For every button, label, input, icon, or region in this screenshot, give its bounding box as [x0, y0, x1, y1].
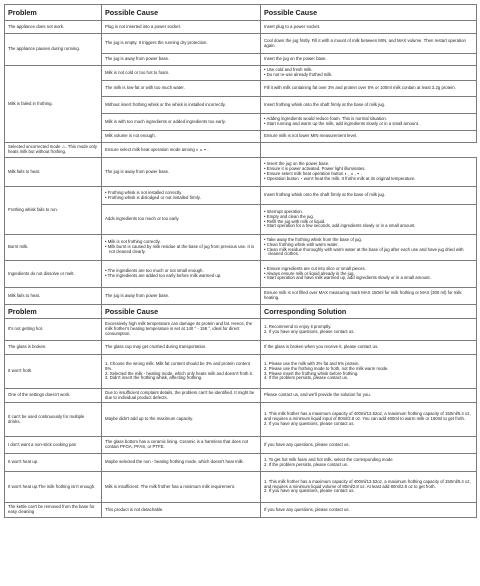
numbered-item: 4. If the problem persists, please contact us.: [264, 375, 349, 381]
solution-cell: If you have any questions, please contact us.: [261, 437, 477, 454]
numbered-item: 2. If the problem persists, please contact us.: [264, 461, 349, 467]
numbered-item: 3. Please insert the frothing whisk before frothing.: [264, 370, 359, 376]
solution-cell: Fill it with milk containing fat over 3% and protein over 5% or 100ml milk contain at least 3.2g protein.: [261, 81, 477, 97]
numbered-item: 1. Recommend to enjoy it promptly.: [264, 323, 332, 329]
solution-cell: Insert plug to a power socket.: [261, 21, 477, 34]
troubleshooting-table: [4, 4, 477, 518]
bullet-item: • Frothing whisk is not installed correctly.: [105, 191, 257, 196]
cause-cell: The milk is low-fat or with too much water.: [102, 81, 261, 97]
cause-cell: This product is not detachable.: [102, 503, 261, 518]
solution-cell: [261, 454, 477, 472]
table-row: [5, 341, 477, 355]
problem-cell: It won't froth.: [5, 355, 102, 389]
solution-cell: Insert frothing whisk onto the shaft firmly at the base of milk jug.: [261, 187, 477, 205]
cause-cell: The jug is away from power base.: [102, 288, 261, 305]
solution-cell: Ensure milk is not filled over MAX measuring mark MAX 150ml for milk frothing or MAX (300 ml) for milk heating.: [261, 288, 477, 305]
table-row: [5, 437, 477, 454]
table-row: [5, 389, 477, 403]
numbered-item: 1. To get hot milk foam and hot milk, select the corresponding mode: [264, 456, 393, 462]
numbered-item: 2. If you have any questions, please contact us.: [264, 328, 355, 334]
bullet-item: • Refill the jug with milk or liquid.: [264, 220, 473, 225]
bullet-item: • Ensure it is power activated. Power light illuminates.: [264, 167, 473, 172]
bullet-item: • Frothing whisk is dislodged or not installed firmly.: [105, 196, 257, 201]
cause-cell: [102, 355, 261, 389]
cause-cell: Plug is not inserted into a power socket.: [102, 21, 261, 34]
bullet-item: • Operation button ◔ won't heat the milk. It froths milk at its original temperature.: [264, 177, 473, 182]
bullet-item: • Insert the jug on the power base.: [264, 162, 473, 167]
solution-cell: If the glass is broken when you receive it, please contact us.: [261, 341, 477, 355]
bullet-item: • Take away the frothing whisk from the base of jug.: [264, 238, 473, 243]
bullet-item: • Ensure ingredients are cut into slice or small pieces.: [264, 267, 473, 272]
table-row: [5, 355, 477, 389]
solution-cell: [261, 235, 477, 261]
bullet-item: • Always ensure milk or liquid already in the jug.: [264, 272, 473, 277]
problem-cell: One of the settings doesn't work.: [5, 389, 102, 403]
bullet-item: • Do not re-use already frothed milk.: [264, 73, 473, 78]
cause-cell: Due to insufficient complaint details, the problem can't be identified. It might be due to individual product defects.: [102, 389, 261, 403]
solution-cell: Insert the jug on the power base.: [261, 54, 477, 66]
numbered-item: 1. This milk frother has a maximum capacity of 400ml/13.52oz, a maximum frothing capacity of 150ml/5.4 oz, and requires a minimum liquid volume of 80ml/2.8 oz. At least add 80ml/2.8 oz to get froth.: [264, 478, 471, 489]
bullet-item: • Empty and clean the jug.: [264, 215, 473, 220]
cause-cell: The jug is away from power base.: [102, 54, 261, 66]
solution-cell: Cool down the jug firstly. Fill it with a mount of milk between MIN, and MAX volume. Then restart operation again.: [261, 34, 477, 54]
cause-cell: Milk is insufficient. The milk frother has a minimum milk requirement.: [102, 472, 261, 503]
cause-cell: Selected uncorrected mode ♨. This mode only heats milk but without frothing.: [5, 143, 102, 158]
cause-cell: Maybe didn't add up to the maximum capacity.: [102, 403, 261, 437]
problem-cell: The appliance pauses during running.: [5, 34, 102, 66]
problem-cell: It can't be used continuously for multiple drinks.: [5, 403, 102, 437]
cause-cell: Milk is not cold or too hot to foam.: [102, 66, 261, 81]
cause-cell: [102, 261, 261, 288]
bullet-item: • Milk is not frothing correctly.: [105, 240, 257, 245]
solution-cell: Ensure milk is not lower MIN measurement level.: [261, 131, 477, 143]
cause-cell: The glass cup may get crushed during transportation.: [102, 341, 261, 355]
bullet-item: • Ensure select milk heat operation button ◐ , ◒ , ◓ .: [264, 172, 473, 177]
problem-cell: Milk fails to heat.: [5, 158, 102, 187]
header-cause: Possible Cause: [102, 305, 261, 319]
problem-cell: The appliance does not work.: [5, 21, 102, 34]
table-row: [5, 503, 477, 518]
problem-cell: It's not getting hot.: [5, 319, 102, 341]
table-row: [5, 319, 477, 341]
numbered-item: 1. Please use the milk with 3% fat and 5% protein.: [264, 360, 360, 366]
bullet-item: • The ingredients are added too early before milk warmed up.: [105, 274, 257, 279]
solution-cell: [261, 472, 477, 503]
problem-cell: Milk fails to heat.: [5, 288, 102, 305]
table-row: [5, 472, 477, 503]
problem-cell: Frothing whisk fails to run.: [5, 187, 102, 235]
bullet-item: • Start running and warm up the milk, add ingredients slowly or in a small amount.: [264, 122, 473, 127]
cause-cell: The jug is empty. It triggers the running dry protection.: [102, 34, 261, 54]
solution-cell: Ensure select milk heat operation mode among ◐ ◒ ◓ .: [102, 143, 261, 158]
table-row: [5, 187, 477, 205]
solution-cell: [261, 158, 477, 187]
bullet-item: • Adding ingredients would reduce foam. This is normal situation.: [264, 117, 473, 122]
numbered-item: 2. Selected the milk - heating mode, which only heats milk and doesn't froth it.: [105, 370, 253, 376]
solution-cell: [261, 261, 477, 288]
solution-cell: Please contact us, and we'll provide the solution for you.: [261, 389, 477, 403]
table-row: [5, 288, 477, 305]
solution-cell: [261, 114, 477, 131]
numbered-item: 2. Please use the frothing mode to froth, not the milk warm mode.: [264, 365, 389, 371]
troubleshooting-page: [4, 4, 476, 518]
header-problem: Problem: [5, 5, 102, 21]
problem-cell: It won't heat up.: [5, 454, 102, 472]
table-row: [5, 34, 477, 54]
table-row: [5, 158, 477, 187]
header-solution: Possible Cause: [261, 5, 477, 21]
problem-cell: The kettle can't be removed from the base for easy cleaning: [5, 503, 102, 518]
problem-cell: I don't want a non-stick cooking pan: [5, 437, 102, 454]
cause-cell: The glass bottom has a ceramic lining. Ceramic is a harmless that does not contain PFOA, PFAS, or PTFE.: [102, 437, 261, 454]
cause-cell: Without insert frothing whisk or the whisk is installed incorrectly.: [102, 97, 261, 114]
table2-header-row: [5, 305, 477, 319]
header-solution: Corresponding Solution: [261, 305, 477, 319]
table-row: [5, 454, 477, 472]
numbered-item: 1. This milk frother has a maximum capacity of 400ml/13.52oz, a maximum frothing capacity of 150ml/5.4 oz, and requires a minimum liquid input of 80ml/2.8 oz. You can add 400ml to warm milk or 150ml to get froth.: [264, 411, 471, 422]
numbered-item: 2. If you have any questions, please contact us.: [264, 488, 355, 494]
cause-cell: [102, 187, 261, 205]
bullet-item: • The ingredients are too much or not small enough.: [105, 269, 257, 274]
solution-cell: [261, 205, 477, 235]
problem-cell: Ingredients do not dissolve or melt.: [5, 261, 102, 288]
numbered-item: 2. If you have any questions, please contact us.: [264, 420, 355, 426]
cause-cell: The jug is away from power base.: [102, 158, 261, 187]
table-row: [5, 21, 477, 34]
cause-cell: Milk is with too much ingredients or added ingredients too early.: [102, 114, 261, 131]
cause-cell: Maybe selected the non - heating frothing mode, which doesn't heat milk.: [102, 454, 261, 472]
cause-cell: Adds ingredients too much or too early.: [102, 205, 261, 235]
table-row: [5, 235, 477, 261]
solution-cell: Insert frothing whisk onto the shaft firmly at the base of milk jug.: [261, 97, 477, 114]
cause-cell: [102, 235, 261, 261]
bullet-item: • Start operation for a few seconds, add ingredients slowly or in a small amount.: [264, 224, 473, 229]
table1-header-row: [5, 5, 477, 21]
solution-cell: [261, 319, 477, 341]
header-problem: Problem: [5, 305, 102, 319]
bullet-item: • Clean frothing whisk with warm water.: [264, 243, 473, 248]
solution-cell: [261, 66, 477, 81]
numbered-item: 1. Choose the wrong milk. Milk fat content should be 3% and protein content 5%.: [105, 360, 250, 371]
solution-cell: If you have any questions, please contact us.: [261, 503, 477, 518]
cause-cell: Milk volume is not enough.: [102, 131, 261, 143]
bullet-item: • Milk burnt is caused by milk residue at the base of jug from previous use. It is not cleaned clearly.: [105, 245, 257, 255]
bullet-item: • Start operation and have milk warmed up, add ingredients slowly or in a small amount.: [264, 276, 473, 281]
table-row: [5, 261, 477, 288]
bullet-item: • Clean milk residue thoroughly with warm water at the base of jug after each use and have jug dried with cleaned clothes.: [264, 248, 473, 258]
problem-cell: Burnt milk.: [5, 235, 102, 261]
problem-cell: It won't heat up.The milk frothing isn't enough.: [5, 472, 102, 503]
problem-cell: Milk is failed in frothing.: [5, 66, 102, 143]
cause-cell: Excessively high milk temperature can damage its protein and fat. Hence, the milk frother's heating temperature is set at 140 ° - 158 °, ideal for direct consumption.: [102, 319, 261, 341]
problem-cell: The glass is broken.: [5, 341, 102, 355]
numbered-item: 3. Didn't insert the frothing whisk, affecting frothing.: [105, 375, 203, 381]
table-row: [5, 66, 477, 81]
table-row: [5, 403, 477, 437]
bullet-item: • Use cold and fresh milk.: [264, 68, 473, 73]
header-cause: Possible Cause: [102, 5, 261, 21]
table-row: [5, 143, 477, 158]
solution-cell: [261, 355, 477, 389]
solution-cell: [261, 403, 477, 437]
bullet-item: • Interrupt operation.: [264, 210, 473, 215]
